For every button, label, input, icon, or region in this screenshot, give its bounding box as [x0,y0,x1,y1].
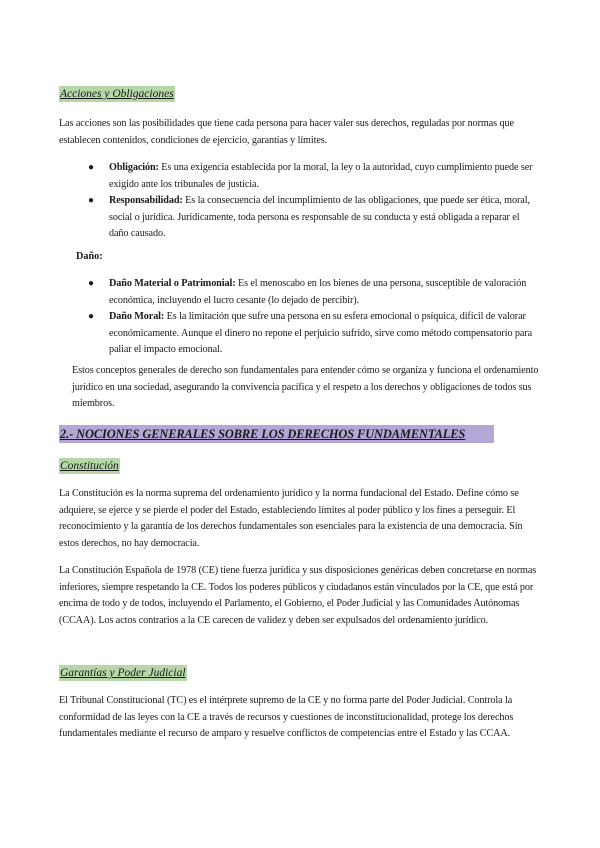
bullet-icon: ● [88,195,94,207]
list-item: ● Daño Moral: Es la limitación que sufre una persona en su esfera emocional o psíquica, difícil de valorar económicamente. Aunque el dinero no repone el perjuicio sufrido, sirve como método compensatorio para paliar el impacto emocional. [88,311,533,356]
acciones-intro: Las acciones son las posibilidades que tiene cada persona para hacer valer sus derechos, reguladas por normas que establecen contenidos, condiciones de ejercicio, garantías y límites. [59,118,514,146]
constitucion-paragraph-2: La Constitución Española de 1978 (CE) tiene fuerza jurídica y sus disposiciones genéricas deben concretarse en normas inferiores, siempre respetando la CE. Todos los poderes públicos y ciudadanos están vinculados por la CE, que está por encima de todo y de todos, incluyendo el Parlamento, el Gobierno, el Poder Judicial y las Comunidades Autónomas (CCAA). Los actos contrarios a la CE carecen de validez y deben ser expulsados del ordenamiento jurídico. [59,565,537,626]
acciones-closing: Estos conceptos generales de derecho son fundamentales para entender cómo se organiza y funciona el ordenamiento jurídico en una sociedad, asegurando la convivencia pacífica y el respeto a los derechos y obligaciones de todos sus miembros. [72,365,539,410]
bullet-icon: ● [88,278,94,289]
bullet-icon: ● [88,162,94,173]
list-item: ● Obligación: Es una exigencia establecida por la moral, la ley o la autoridad, cuyo cumplimiento puede ser exigido ante los tribunales de justicia. [88,162,533,190]
heading-constitucion: Constitución [60,460,119,472]
chapter-heading: 2.- NOCIONES GENERALES SOBRE LOS DERECHOS FUNDAMENTALES [59,425,494,443]
garantias-paragraph: El Tribunal Constitucional (TC) es el intérprete supremo de la CE y no forma parte del Poder Judicial. Controla la conformidad de las leyes con la CE a través de recursos y cuestiones de inconstitucionalidad, protege los derechos fundamentales mediante el recurso de amparo y resuelve conflictos de competencias entre el Estado y las CCAA. [59,695,514,740]
dano-label: Daño: [76,251,103,262]
list-item: ● Responsabilidad: Es la consecuencia del incumplimiento de las obligaciones, que puede ser ética, moral, social o jurídica. Jurídicamente, toda persona es responsable de su conducta y está obligada a reparar el daño causado. [88,195,530,240]
dano-bullet-list [88,276,541,359]
acciones-bullet-list [88,160,541,243]
constitucion-paragraph-1: La Constitución es la norma suprema del ordenamiento jurídico y la norma fundacional del Estado. Define cómo se adquiere, se ejerce y se pierde el poder del Estado, estableciendo límites al poder público y los fines a perseguir. El reconocimiento y la garantía de los derechos fundamentales son esenciales para la existencia de una democracia. Sin estos derechos, no hay democracia. [59,488,523,549]
list-item: ● Daño Material o Patrimonial: Es el menoscabo en los bienes de una persona, susceptible de valoración económica, incluyendo el lucro cesante (lo dejado de percibir). [88,278,527,306]
bullet-icon: ● [88,311,94,323]
heading-acciones: Acciones y Obligaciones [60,88,174,100]
heading-garantias: Garantías y Poder Judicial [60,667,186,679]
